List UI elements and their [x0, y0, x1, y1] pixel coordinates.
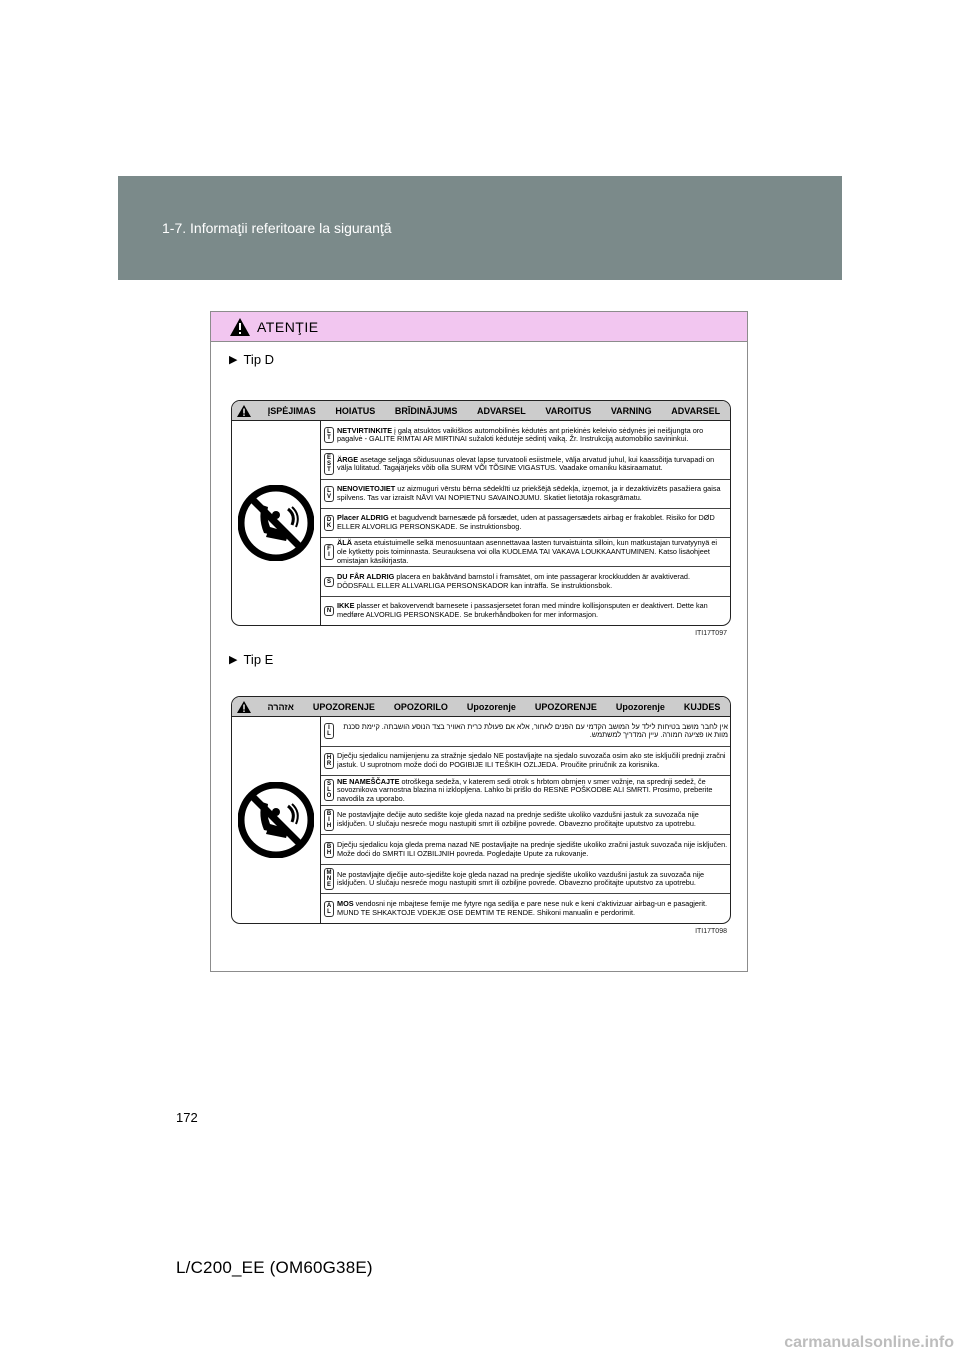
- label-language: VAROITUS: [545, 405, 592, 416]
- label-row: [321, 835, 730, 865]
- label-language: ADVARSEL: [476, 405, 526, 416]
- label-row: [321, 776, 730, 806]
- figure-id-e: ITI17T098: [695, 928, 727, 935]
- page-number: 172: [176, 1110, 198, 1125]
- country-code-badge: M N E: [324, 868, 334, 890]
- warning-text-emphasis: NE NAMEŠČAJTE: [337, 776, 400, 786]
- warning-text: [337, 810, 730, 829]
- warning-text-body: אין לחבר מושב בטיחות לילד על המושב הקדמי עם הפנים לאחור, אלא אם פעולת כרית האוויר בצד הנוסע הושבתה. קיימת סכנת מוות או פציעה חמורה. עיין המדריך למשתמש.: [343, 721, 728, 740]
- label-body: [232, 717, 730, 923]
- label-language: OPOZORILO: [393, 701, 448, 712]
- label-language: UPOZORENJE: [312, 701, 375, 712]
- warning-text-emphasis: MOS: [337, 899, 354, 909]
- warning-text: [337, 751, 730, 770]
- label-row: [321, 538, 730, 567]
- label-language: ĮSPĖJIMAS: [267, 405, 316, 416]
- label-row: [321, 717, 730, 747]
- country-code-badge: B I H: [324, 809, 334, 831]
- triangle-right-icon: ▶: [229, 354, 238, 366]
- warning-text-body: et bagudvendt barnesæde på forsædet, uden at passagersædets airbag er frakoblet. Risiko for DØD ELLER ALVORLIG PERSONSKADE. Se instruktionsbog.: [337, 513, 715, 531]
- no-rear-facing-child-seat-pictogram: [232, 717, 321, 923]
- country-code-badge: E S T: [324, 453, 334, 475]
- no-child-seat-airbag-icon: [238, 782, 314, 858]
- label-row: [321, 747, 730, 777]
- country-code-badge: F I: [324, 544, 334, 560]
- figure-id-d: ITI17T097: [695, 630, 727, 637]
- warning-text: [337, 601, 730, 620]
- warning-text: [337, 572, 730, 591]
- document-code: L/C200_EE (OM60G38E): [176, 1258, 373, 1277]
- warning-text-body: Dječju sjedalicu namijenjenu za stražnje sjedalo NE postavljajte na sjedalo suvozača osim ako ste isključili prednji zračni jastuk. U suprotnom može doći do POGIBIJE ILI TEŠKIH OZLJEDA. Proučite priručnik za korisnika.: [337, 751, 726, 769]
- type-e-label: Tip E: [243, 652, 274, 667]
- warning-text-body: Ne postavljajte dječije auto-sjedište koje gleda nazad na prednje sjedište ukoliko vazdušni jastuk za suvozača nije isključen. U slučaju nesreće mogu nastupiti smrt ili ozbiljne povrede. Obavezno pročitajte uputstvo za upotrebu.: [337, 869, 705, 888]
- warning-text: [337, 722, 730, 741]
- warning-text-body: asetage seljaga sõidusuunas olevat lapse turvatooli esiistmele, välja arvatud juhul, kui kaassõitja turvapadi on välja lülitatud. Tagajärjeks võib olla SURM VÕI TÕSINE VIGASTUS. Vaadake omaniku käsiraamatut.: [337, 454, 715, 473]
- label-body: [232, 421, 730, 625]
- label-row: [321, 865, 730, 895]
- country-code-badge: D K: [324, 515, 334, 531]
- label-row: [321, 597, 730, 625]
- label-row: [321, 450, 730, 479]
- country-code-badge: A L: [324, 901, 334, 917]
- warning-text-emphasis: Placer ALDRIG: [337, 513, 389, 523]
- label-language: HOIATUS: [335, 405, 376, 416]
- label-row: [321, 509, 730, 538]
- warning-text-body: otroškega sedeža, v katerem sedi otrok s hrbtom obrnjen v smer vožnje, na sprednji sedež, če sovoznikova varnostna blazina ni izklopljena. Lahko bi prišlo do RESNE POŠKODBE ALI SMRTI. Prosimo, preberite navodila za uporabo.: [337, 776, 713, 803]
- caution-box: [210, 311, 748, 972]
- warning-text: [337, 840, 730, 859]
- warning-text: [337, 513, 730, 532]
- label-language: BRĪDINĀJUMS: [394, 405, 458, 416]
- watermark: carmanualsonline.info: [784, 1334, 954, 1351]
- warning-text-body: Ne postavljajte dečije auto sedište koje gleda nazad na prednje sedište ukoliko vazdušni jastuk za suvozača nije isključen. U slučaju nesreće mogu nastupiti smrt ili ozbiljne povrede. Obavezno pročitajte uputstvo za upotrebu.: [337, 810, 699, 829]
- label-language: UPOZORENJE: [534, 701, 597, 712]
- label-language: Upozorenje: [466, 701, 516, 712]
- label-language-bar: [232, 697, 730, 717]
- warning-text-emphasis: ÄLÄ: [337, 538, 352, 548]
- warning-triangle-icon: [236, 404, 252, 418]
- label-row: [321, 480, 730, 509]
- country-code-badge: L V: [324, 486, 334, 502]
- warning-text: [337, 455, 730, 474]
- country-code-badge: L T: [324, 427, 334, 443]
- label-row: [321, 806, 730, 836]
- warning-text-body: plasser et bakovervendt barnesete i passasjersetet foran med mindre kollisjonsputen er deaktivert. Dette kan medføre ALVORLIG PERSONSKADE. Se brukerhåndboken for mer informasjon.: [337, 601, 708, 619]
- warning-text: [337, 899, 730, 918]
- no-rear-facing-child-seat-pictogram: [232, 421, 321, 625]
- warning-text-emphasis: ÄRGE: [337, 454, 359, 464]
- warning-text: [337, 870, 730, 889]
- warning-triangle-icon: [236, 700, 252, 714]
- country-code-badge: H R: [324, 753, 334, 769]
- label-row: [321, 421, 730, 450]
- warning-text-emphasis: NENOVIETOJIET: [337, 484, 396, 494]
- country-code-badge: B H: [324, 842, 334, 858]
- warning-text: [337, 538, 730, 566]
- label-language: ADVARSEL: [671, 405, 721, 416]
- section-header-band: [118, 176, 842, 280]
- label-language: KUJDES: [683, 701, 721, 712]
- type-d-heading: [229, 352, 274, 367]
- caution-title: ATENŢIE: [257, 318, 319, 335]
- label-row: [321, 567, 730, 596]
- label-language: אזהרה: [267, 701, 294, 712]
- label-row: [321, 894, 730, 923]
- warning-text-body: Dječju sjedalicu koja gleda prema nazad NE postavljajte na prednje sjedište ukoliko zračni jastuk suvozača nije isključen. Može doći do SMRTI ILI OZBILJNIH povreda. Pogledajte Upute za rukovanje.: [337, 840, 728, 858]
- warning-text-emphasis: IKKE: [337, 601, 355, 611]
- warning-text: [337, 426, 730, 445]
- label-language-bar: [232, 401, 730, 421]
- triangle-right-icon: ▶: [229, 654, 238, 666]
- warning-text-emphasis: NETVIRTINKITE: [337, 425, 393, 435]
- type-d-label: Tip D: [243, 352, 275, 367]
- label-language: VARNING: [610, 405, 652, 416]
- no-child-seat-airbag-icon: [238, 485, 314, 561]
- airbag-warning-label-d: [231, 400, 731, 626]
- country-code-badge: S: [324, 577, 334, 587]
- label-language: Upozorenje: [615, 701, 665, 712]
- warning-text-body: į galą atsuktos vaikiškos automobilinės kėdutės ant priekinės keleivio sėdynės jei neišjungta oro pagalvė - GALITE RIMTAI AR MIRTINAI sužaloti kėdutėje sėdintį vaiką. Žr. Instrukciją automobilio savininkui.: [337, 425, 704, 444]
- country-code-badge: S L O: [324, 779, 334, 801]
- warning-text-body: vendosni nje mbajtese femije me fytyre nga sedilja e pare nese nuk e keni c'aktivizuar airbag-un e pasagjerit. MUND TE SHKAKTOJE VDEKJE OSE DEMTIM TE RENDE. Shikoni manualin e perdorimit.: [337, 899, 708, 917]
- type-e-heading: [229, 652, 273, 667]
- country-code-badge: I L: [324, 723, 334, 739]
- country-code-badge: N: [324, 606, 334, 616]
- warning-triangle-icon: [229, 317, 251, 337]
- warning-text: [337, 777, 730, 805]
- section-title: 1-7. Informaţii referitoare la siguranţă: [162, 220, 392, 236]
- warning-text-body: aseta etuistuimelle selkä menosuuntaan asennettavaa lasten turvaistuinta silloin, kun matkustajan turvatyynyä ei ole kytketty pois toiminnasta. Seurauksena voi olla KUOLEMA TAI VAKAVA LOUKKAANTUMINEN. Katso lisäohjeet omistajan käsikirjasta.: [337, 538, 718, 565]
- caution-header: [211, 312, 747, 342]
- warning-text-emphasis: DU FÅR ALDRIG: [337, 571, 395, 581]
- airbag-warning-label-e: [231, 696, 731, 924]
- warning-text-body: uz aizmuguri vērstu bērna sēdeklīti uz priekšējā sēdekļa, izņemot, ja ir dezaktivizēts pasažiera gaisa spilvens. Tas var izraisīt NĀVI VAI NOPIETNU SAVAINOJUMU. Skatiet lietotāja rokasgrāmatu.: [337, 484, 721, 502]
- warning-text: [337, 484, 730, 503]
- warning-text-body: placera en bakåtvänd barnstol i framsätet, om inte passagerar krockkudden är avaktiverad. DÖDSFALL ELLER ALLVARLIGA PERSONSKADOR kan inträffa. Se instruktionsbok.: [337, 571, 690, 590]
